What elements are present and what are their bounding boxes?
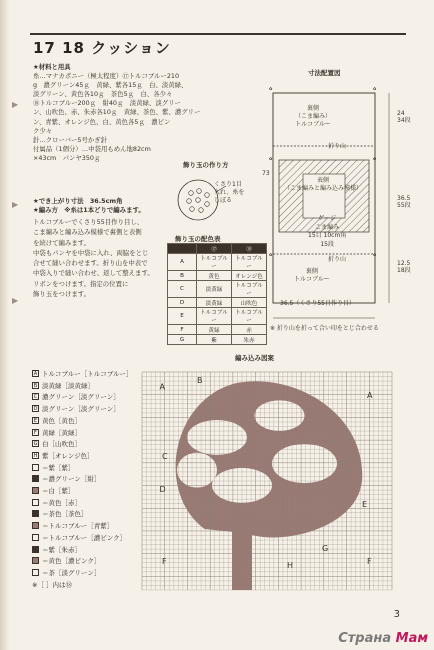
margin-mark: ▶ [12, 296, 19, 305]
legend-item [32, 485, 75, 496]
chart-region-label: F [162, 556, 167, 566]
color-table-cell: 黄緑 [197, 325, 232, 335]
color-table-row [168, 308, 267, 325]
legend-label: 紫［オレンジ色］ [42, 451, 94, 460]
dimension-diagram [255, 78, 415, 348]
legend-swatch-icon [32, 534, 39, 541]
color-table-cell: ⑰ [197, 244, 232, 254]
legend-item [32, 555, 100, 566]
legend-swatch-icon [32, 557, 39, 564]
chart-region-label: C [162, 452, 168, 462]
color-table-row [168, 298, 267, 308]
chart-region-label: H [287, 561, 294, 571]
color-table-cell [168, 244, 197, 254]
legend-label: ＝黄色［赤］ [42, 498, 81, 507]
color-table-cell: ⑱ [232, 244, 267, 254]
color-table-cell: トルコブルー [232, 308, 267, 325]
fold-label-bottom: 折り山 [328, 256, 347, 263]
color-table-row [168, 271, 267, 281]
legend-label: ＝茶［淡グリーン］ [42, 568, 101, 577]
svg-text:✿: ✿ [373, 86, 377, 91]
front-label: 表側 （こま編みと編み込み模様） [284, 177, 363, 192]
light-pattern-area [187, 420, 247, 455]
chart-region-label: A [367, 391, 373, 401]
width-label: 36.5（くさり55目作り目） [280, 300, 355, 307]
materials-line: g 濃グリーン45ｇ 黄緑、紫各15ｇ 白、淡黄緑、 [33, 81, 188, 90]
legend-swatch-icon [32, 499, 39, 506]
legend-swatch-icon [32, 546, 39, 553]
legend-item [32, 544, 81, 555]
legend-label: トルコブルー［トルコブルー］ [42, 370, 133, 378]
method-line: こま編みと編み込み模様で裏側と表側 [33, 228, 142, 237]
legend-item [32, 403, 120, 414]
legend-label: 黄色［黄色］ [42, 416, 81, 425]
legend-swatch-icon: B [33, 382, 38, 389]
legend-swatch-icon [32, 487, 39, 494]
legend-label: 黄緑［黄緑］ [42, 428, 81, 437]
color-table-cell: G [168, 335, 197, 345]
legend-label: 濃グリーン［淡グリーン］ [42, 393, 120, 402]
legend-item [32, 532, 126, 543]
method-line: 合せて縫い合わせます。折り山を中表で [33, 259, 148, 268]
margin-mark: ▶ [12, 200, 19, 209]
chart-region-label: A [159, 382, 165, 392]
legend-swatch-icon: D [33, 406, 38, 413]
color-table-cell: C [168, 281, 197, 298]
method-line: リボンをつけます。指定の位置に [33, 279, 129, 288]
color-table-cell: トルコブルー [232, 281, 267, 298]
method-line: トルコブルーでくさり55目作り目し、 [33, 218, 144, 226]
color-table-row [168, 254, 267, 271]
legend-item [32, 438, 81, 449]
chart-region-label: D [159, 484, 166, 494]
materials-line: ン、青紫、オレンジ色、白、黄色各5ｇ 濃ピン [33, 117, 171, 126]
color-table-cell: E [168, 308, 197, 325]
method-line: を続けて編みます。 [33, 238, 91, 247]
color-table-cell: オレンジ色 [232, 271, 267, 281]
legend-swatch-icon: A [33, 371, 38, 377]
method-heading: ★編み方 ※糸は1本どりで編みます。 [33, 206, 145, 215]
watermark: Страна Мам [338, 631, 428, 646]
chart-region-label: B [197, 375, 203, 385]
right-dims: 24 34段 [397, 110, 411, 124]
back-label: 裏側 （こま編み） トルコブルー [295, 105, 332, 128]
chart-region-label: F [367, 556, 372, 566]
legend-label: ＝濃グリーン［紺］ [42, 475, 101, 484]
method-line: 中袋もパンヤを中袋に入れ、両脇をとじ [33, 248, 149, 257]
method-line: 中袋入りで縫い合わせ、返して整えます。 [33, 269, 154, 278]
legend-item [32, 520, 113, 531]
legend-swatch-icon [32, 522, 39, 529]
legend-label: ＝紫［朱赤］ [42, 545, 81, 554]
legend-swatch-icon [32, 510, 39, 517]
pompom-mark: ✿ [269, 86, 273, 91]
fold-label-top: 折り山 [328, 143, 347, 150]
color-table-cell: 山吹色 [232, 298, 267, 308]
size-line: ★でき上がり寸法 36.5cm角 [33, 197, 123, 205]
right-dims-mid: 36.5 55段 [397, 195, 411, 209]
legend-label: ＝白［紫］ [42, 487, 75, 495]
legend-item [32, 567, 100, 578]
color-table-row [168, 335, 267, 345]
legend-swatch-icon [32, 475, 39, 482]
legend-swatch-icon [32, 569, 39, 576]
legend-item [32, 497, 81, 508]
materials-line: 糸…マナカポニー（極太程度）⑰トルコブルー210 [33, 72, 180, 81]
legend-swatch-icon: F [32, 429, 39, 436]
chart-region-label: G [322, 543, 329, 553]
color-table-cell: 紫 [197, 335, 232, 345]
svg-text:✿: ✿ [269, 252, 273, 257]
legend-label: 淡黄緑［淡黄緑］ [42, 381, 94, 390]
pompom-heading: 飾り玉の作り方 [183, 161, 229, 169]
light-pattern-area [272, 444, 337, 483]
color-table-row [168, 244, 267, 254]
knitting-chart [134, 368, 399, 598]
materials-section [33, 63, 200, 163]
legend-label: ＝トルコブルー［青紫］ [42, 522, 114, 531]
page-spine-shadow [0, 0, 10, 650]
materials-line: 付属品（1個分）…中袋用もめん地82cm [33, 144, 151, 153]
legend-label: 淡グリーン［淡グリーン］ [42, 405, 120, 414]
color-table-cell: トルコブルー [197, 308, 232, 325]
materials-line: ⑱トルコブルー200ｇ 紺40ｇ 淡黄緑、淡グリー [33, 99, 181, 108]
legend-swatch-icon [32, 464, 39, 471]
gauge-label: ゲージ こま編み 15目 10cm角 15段 [308, 215, 347, 248]
legend-item [32, 450, 94, 461]
materials-line: 針…クローバー5号かぎ針 [33, 135, 108, 144]
page-number: 3 [393, 609, 400, 620]
light-pattern-area [255, 400, 305, 431]
pompom-color-table [167, 243, 267, 345]
legend-item [32, 508, 88, 519]
color-table-cell: A [168, 254, 197, 271]
color-table-cell: 黄色 [197, 271, 232, 281]
color-table-cell: F [168, 325, 197, 335]
legend-label: ＝トルコブルー［濃ピンク］ [42, 533, 127, 542]
color-table-cell: B [168, 271, 197, 281]
legend-swatch-icon: G [33, 441, 38, 448]
method-text [33, 217, 168, 299]
color-table-cell: トルコブルー [197, 254, 232, 271]
legend-label: ※［ ］内は⑱ [32, 580, 73, 589]
back-label-bottom: 裏側 トルコブルー [294, 268, 330, 283]
size-section [33, 197, 145, 215]
svg-text:✿: ✿ [373, 252, 377, 257]
margin-mark: ▶ [12, 100, 19, 109]
color-table-cell: 淡黄緑 [197, 298, 232, 308]
chart-region-label: E [362, 500, 368, 510]
materials-line: ク少々 [33, 126, 53, 135]
legend-item [32, 368, 132, 379]
legend-item [32, 579, 72, 590]
legend-item [32, 415, 81, 426]
pompom-circle [178, 180, 218, 220]
legend-item [32, 473, 100, 484]
pompom-note: くさり1目 入れ、糸を しぼる [214, 181, 245, 204]
legend-item [32, 427, 81, 438]
color-table-cell: 淡黄緑 [197, 281, 232, 298]
color-table-cell: 赤 [232, 325, 267, 335]
materials-line: 淡グリーン、黄色各10ｇ 茶色5ｇ 白、各少々 [33, 90, 173, 99]
pompom-color-heading: 飾り玉の配色表 [175, 235, 221, 243]
method-line: 飾り玉をつけます。 [33, 290, 91, 299]
legend-item [32, 380, 94, 391]
materials-line: ン、山吹色、赤、朱赤各10ｇ 黄緑、茶色、紫、濃グリー [33, 108, 201, 117]
legend-label: ＝茶色［茶色］ [42, 510, 88, 519]
dimension-heading: 寸法配置図 [308, 69, 341, 77]
legend-swatch-icon: E [33, 417, 38, 424]
svg-text:✿: ✿ [269, 156, 273, 161]
legend-label: ＝紫［紫］ [42, 463, 75, 472]
title-rule [30, 33, 406, 35]
legend-swatch-icon: C [33, 394, 38, 401]
color-table-cell: トルコブルー [232, 254, 267, 271]
page-title: 17 18 クッション [33, 39, 171, 57]
color-table-cell: D [168, 298, 197, 308]
color-table-row [168, 325, 267, 335]
materials-line: ×43cm パンヤ350ｇ [33, 153, 101, 162]
chart-heading: 編み込み図案 [235, 354, 274, 362]
legend-label: 白［山吹色］ [42, 440, 81, 449]
color-table-cell: 朱赤 [232, 335, 267, 345]
legend-label: ＝黄色［濃ピンク］ [42, 557, 101, 566]
length-label: 73 [262, 170, 270, 177]
materials-heading: ★材料と用具 [33, 63, 71, 71]
legend-swatch-icon: H [33, 452, 38, 459]
right-dims-bottom: 12.5 18段 [397, 260, 411, 274]
color-table-row [168, 281, 267, 298]
legend-item [32, 462, 75, 473]
legend-item [32, 391, 120, 402]
fold-note: ※ 折り山を折って合い印をとじ合わせる [270, 325, 379, 332]
svg-text:✿: ✿ [373, 156, 377, 161]
